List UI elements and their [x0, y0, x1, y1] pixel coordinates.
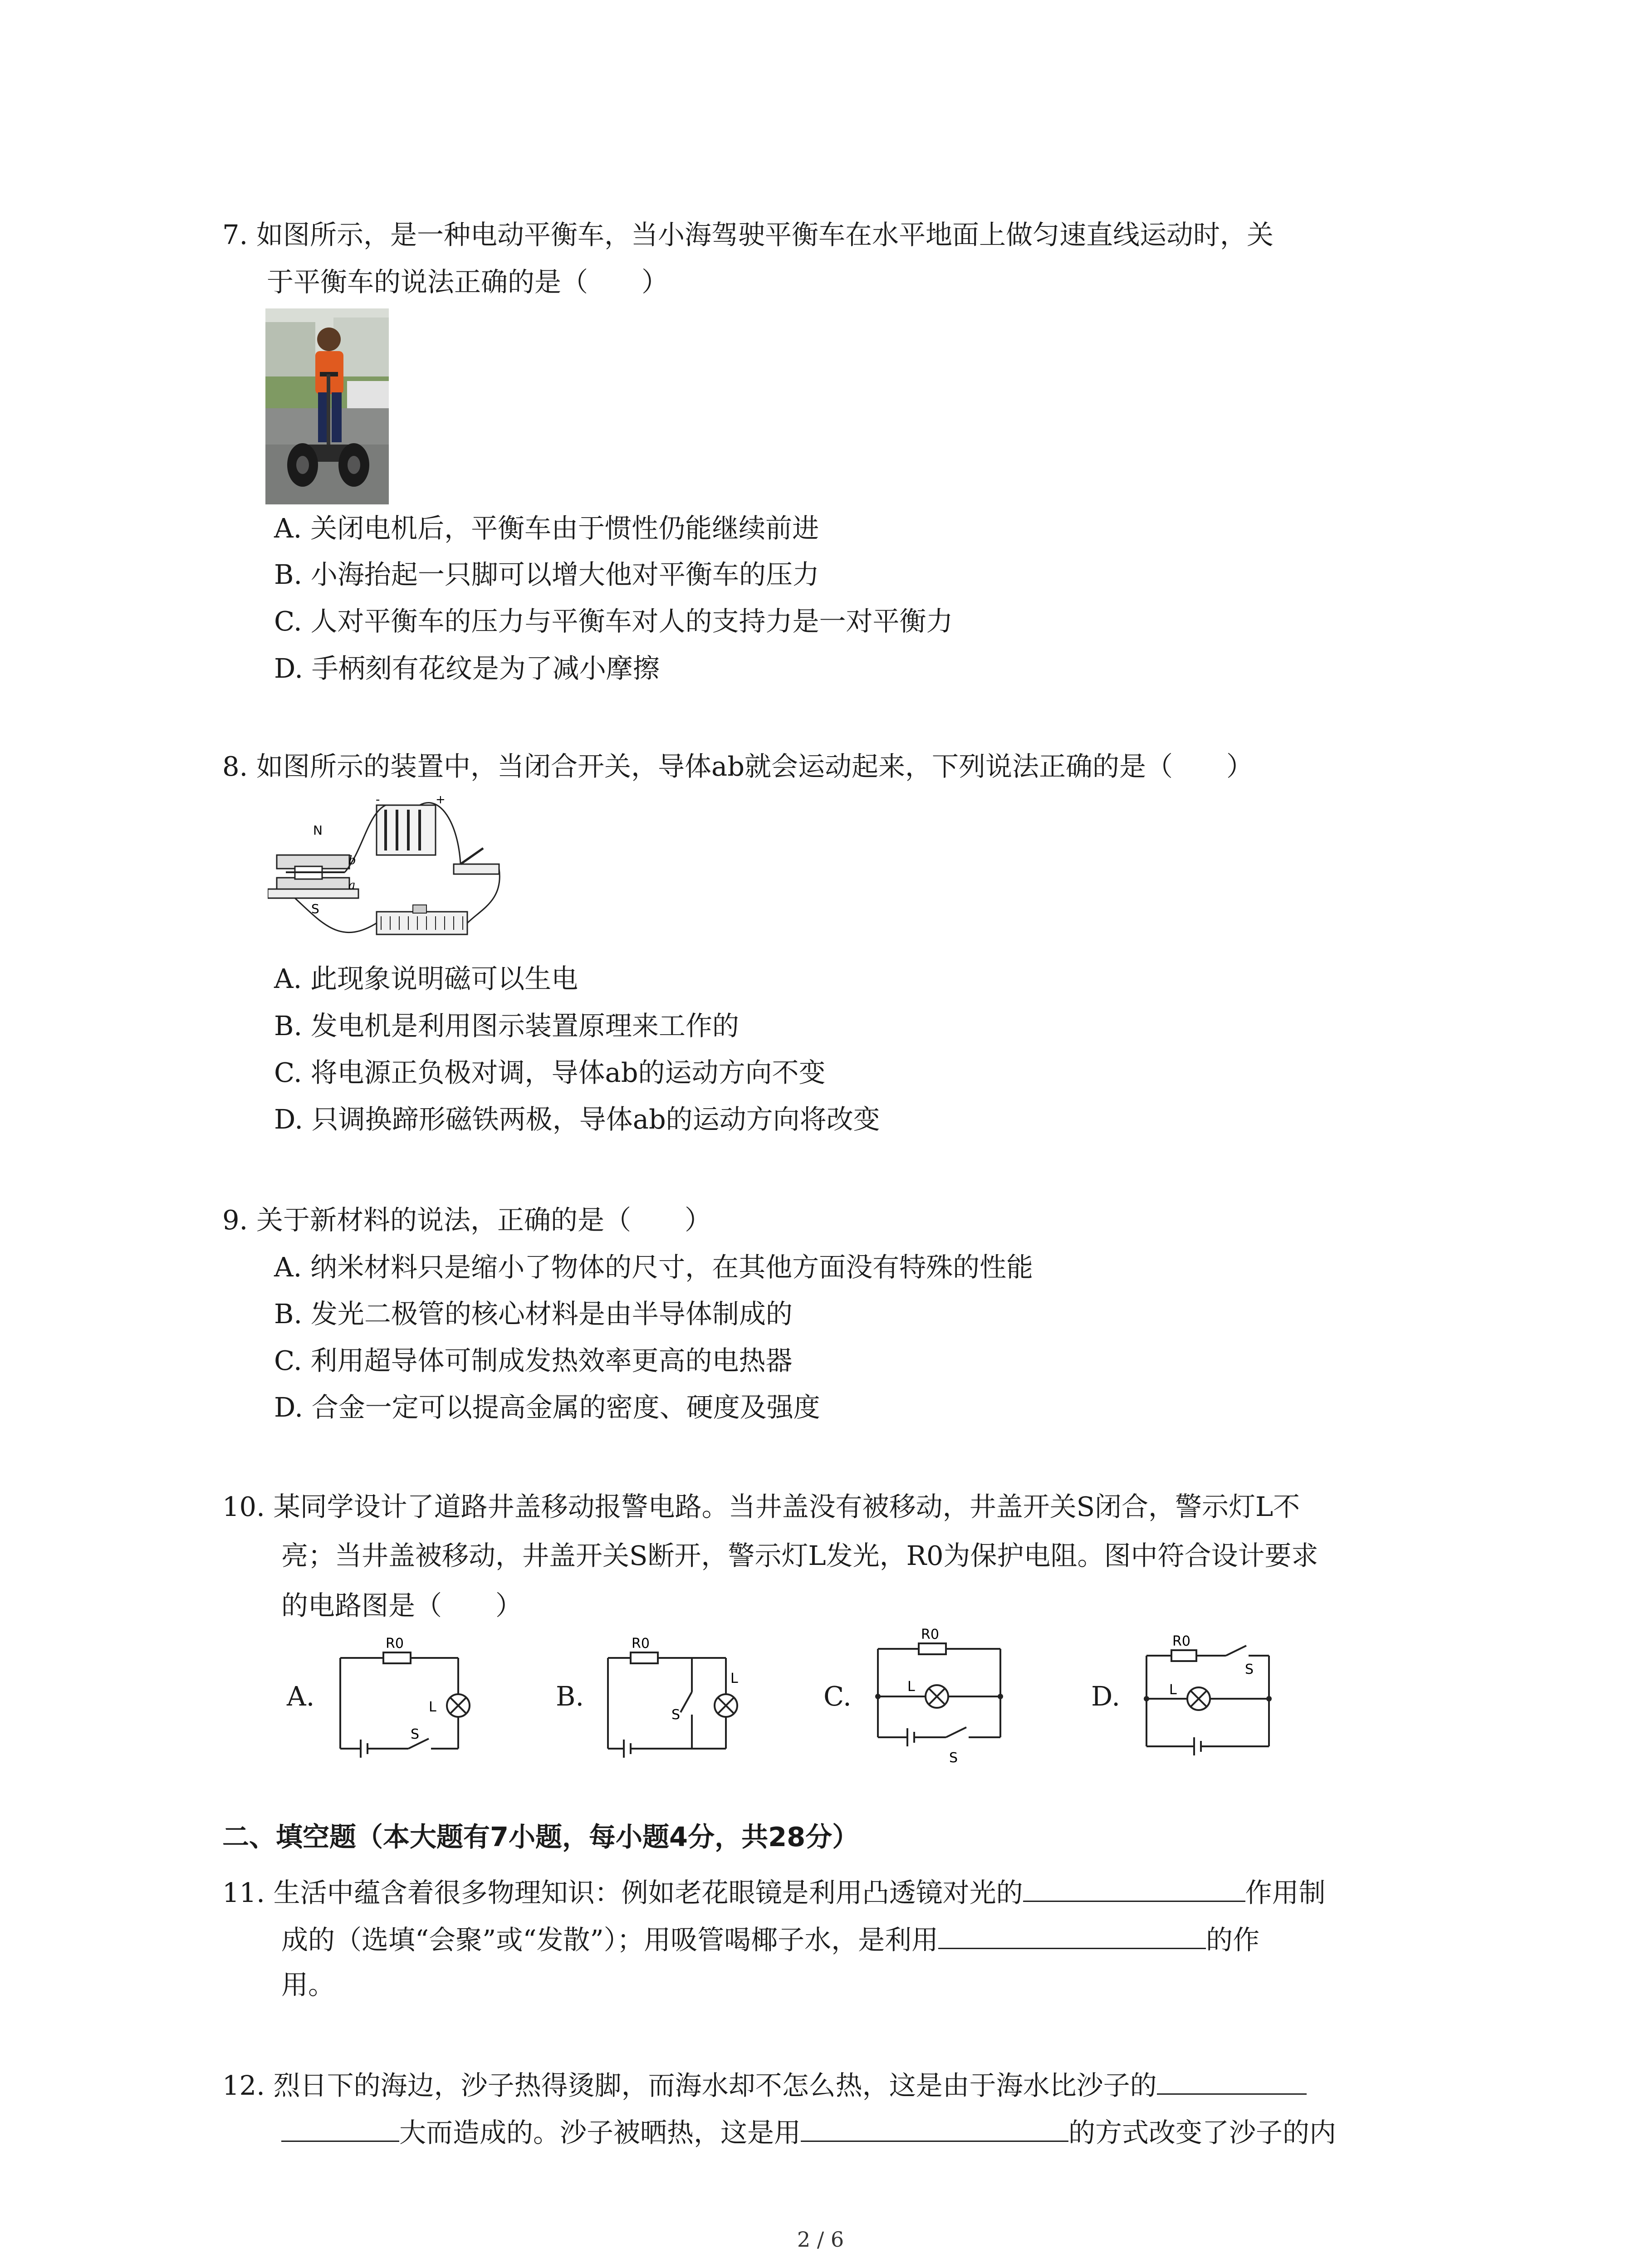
- q12-line1-text: 12. 烈日下的海边，沙子热得烫脚，而海水却不怎么热，这是由于海水比沙子的: [222, 2070, 1157, 2101]
- balance-car-photo: [265, 308, 389, 504]
- circuit-c-l: L: [907, 1679, 915, 1695]
- q8-option-a: A. 此现象说明磁可以生电: [274, 963, 578, 994]
- magnet-s-label: S: [311, 901, 319, 916]
- q7-stem-line2: 于平衡车的说法正确的是（ ）: [267, 266, 669, 298]
- page-number: 2 / 6: [797, 2227, 844, 2252]
- conductor-b-label: b: [348, 854, 356, 867]
- q9-option-c: C. 利用超导体可制成发热效率更高的电热器: [274, 1345, 793, 1376]
- q7-option-d: D. 手柄刻有花纹是为了减小摩擦: [274, 653, 660, 684]
- q11-blank-1[interactable]: [1023, 1872, 1245, 1902]
- conductor-a-label: a: [348, 879, 356, 892]
- q8-option-c: C. 将电源正负极对调，导体ab的运动方向不变: [274, 1057, 826, 1088]
- q12-blank-1-end[interactable]: [281, 2112, 399, 2142]
- q9-option-d: D. 合金一定可以提高金属的密度、硬度及强度: [274, 1392, 820, 1423]
- circuit-d-l: L: [1169, 1682, 1177, 1698]
- circuit-b-r0: R0: [632, 1636, 650, 1652]
- q12-blank-1-start[interactable]: [1157, 2065, 1307, 2095]
- q11-line2-text-b: 的作: [1206, 1924, 1260, 1955]
- circuit-c-s: S: [949, 1750, 958, 1766]
- circuit-diagram-c: [871, 1624, 1007, 1771]
- circuit-b-s: S: [671, 1707, 681, 1723]
- circuit-a-letter: A.: [287, 1681, 315, 1712]
- q11-line2-text-a: 成的（选填“会聚”或“发散”）；用吸管喝椰子水，是利用: [281, 1924, 939, 1955]
- circuit-diagram-b: [603, 1635, 740, 1769]
- q9-stem: 9. 关于新材料的说法，正确的是（ ）: [222, 1204, 712, 1236]
- battery-plus-label: +: [436, 796, 446, 807]
- q11-line2: [281, 1920, 1259, 1958]
- q8-option-b: B. 发电机是利用图示装置原理来工作的: [274, 1010, 739, 1041]
- circuit-d-s: S: [1245, 1662, 1254, 1677]
- q7-option-a: A. 关闭电机后，平衡车由于惯性仍能继续前进: [274, 513, 819, 544]
- section-heading: 二、填空题（本大题有7小题，每小题4分，共28分）: [222, 1821, 859, 1853]
- circuit-a-r0: R0: [386, 1636, 404, 1652]
- circuit-b-letter: B.: [556, 1681, 584, 1712]
- circuit-c-letter: C.: [823, 1681, 852, 1712]
- q12-line1: [222, 2065, 1307, 2104]
- q12-line2: [281, 2112, 1336, 2151]
- q7-option-c: C. 人对平衡车的压力与平衡车对人的支持力是一对平衡力: [274, 606, 953, 637]
- q10-stem-line3: 的电路图是（ ）: [281, 1590, 523, 1621]
- q12-blank-2[interactable]: [801, 2112, 1068, 2142]
- q11-line1-text-a: 11. 生活中蕴含着很多物理知识：例如老花眼镜是利用凸透镜对光的: [222, 1877, 1023, 1908]
- q11-line1-text-b: 作用制: [1245, 1877, 1326, 1908]
- q12-line2-text-a: 大而造成的。沙子被晒热，这是用: [399, 2117, 801, 2148]
- circuit-c-r0: R0: [921, 1627, 939, 1642]
- q7-option-b: B. 小海抬起一只脚可以增大他对平衡车的压力: [274, 559, 819, 590]
- circuit-diagram-d: [1140, 1631, 1276, 1769]
- q7-stem-line1: 7. 如图所示，是一种电动平衡车，当小海驾驶平衡车在水平地面上做匀速直线运动时，关: [222, 219, 1274, 250]
- q9-option-a: A. 纳米材料只是缩小了物体的尺寸，在其他方面没有特殊的性能: [274, 1251, 1034, 1283]
- motor-apparatus-figure: [268, 796, 504, 961]
- q8-stem: 8. 如图所示的装置中，当闭合开关，导体ab就会运动起来，下列说法正确的是（ ）: [222, 751, 1253, 782]
- q11-blank-2[interactable]: [938, 1920, 1206, 1949]
- q11-line3: 用。: [281, 1969, 335, 2000]
- q12-line2-text-b: 的方式改变了沙子的内: [1068, 2117, 1337, 2148]
- circuit-d-letter: D.: [1091, 1681, 1120, 1712]
- q9-option-b: B. 发光二极管的核心材料是由半导体制成的: [274, 1298, 793, 1330]
- q10-stem-line2: 亮；当井盖被移动，井盖开关S断开，警示灯L发光，R0为保护电阻。图中符合设计要求: [281, 1540, 1318, 1571]
- circuit-diagram-a: [336, 1635, 472, 1769]
- q10-stem-line1: 10. 某同学设计了道路井盖移动报警电路。当井盖没有被移动，井盖开关S闭合，警示灯L不: [222, 1491, 1300, 1522]
- battery-minus-label: -: [376, 796, 380, 807]
- circuit-a-s: S: [411, 1726, 420, 1742]
- circuit-a-l: L: [429, 1699, 436, 1715]
- circuit-b-l: L: [730, 1671, 738, 1686]
- magnet-n-label: N: [313, 823, 323, 838]
- circuit-d-r0: R0: [1172, 1633, 1190, 1649]
- q8-option-d: D. 只调换蹄形磁铁两极，导体ab的运动方向将改变: [274, 1104, 880, 1135]
- q11-line1: [222, 1872, 1326, 1911]
